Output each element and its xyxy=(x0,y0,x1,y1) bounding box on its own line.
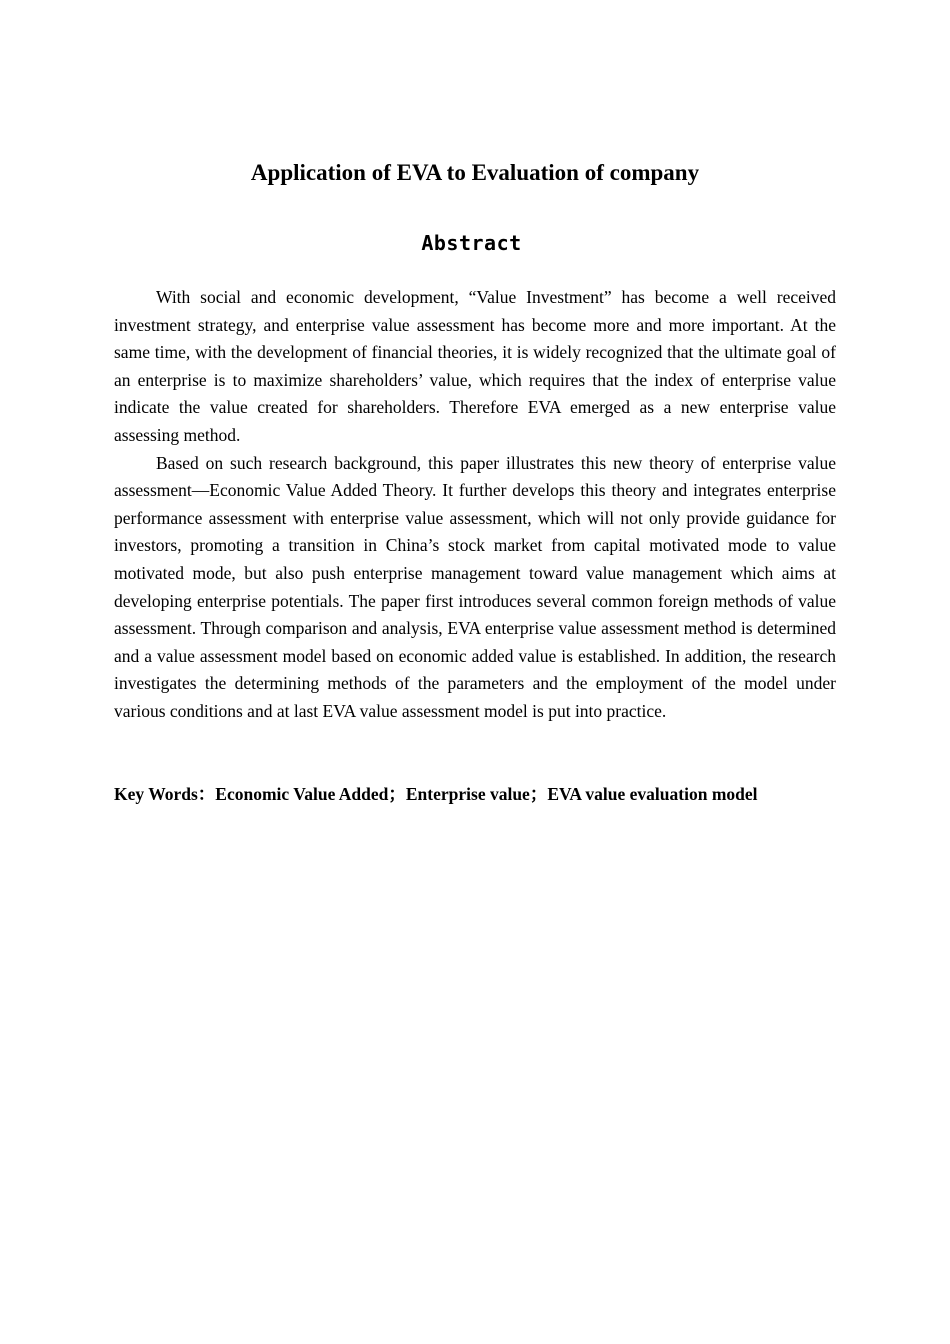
paper-title: Application of EVA to Evaluation of company xyxy=(250,160,700,185)
abstract-heading: Abstract xyxy=(421,231,522,255)
abstract-paragraph: With social and economic development, “Value Investment” has become a well received investment strategy, and enterprise value assessment has become more and more important. At the same time, with the development of financial theories, it is widely recognized that the ultimate goal of an enterprise is to maximize shareholders’ value, which requires that the index of enterprise value indicate the value created for shareholders. Therefore EVA emerged as a new enterprise value assessing method. xyxy=(114,287,836,445)
keywords-line: Key Words：Economic Value Added；Enterprise value；EVA value evaluation model xyxy=(114,784,758,804)
abstract-paragraph: Based on such research background, this paper illustrates this new theory of enterprise value assessment—Economic Value Added Theory. It further develops this theory and integrates enterprise performance assessment with enterprise value assessment, which will not only provide guidance for investors, promoting a transition in China’s stock market from capital motivated mode to value motivated mode, but also push enterprise management toward value management which aims at developing enterprise potentials. The paper first introduces several common foreign methods of value assessment. Through comparison and analysis, EVA enterprise value assessment method is determined and a value assessment model based on economic added value is established. In addition, the research investigates the determining methods of the parameters and the employment of the model under various conditions and at last EVA value assessment model is put into practice. xyxy=(114,452,836,721)
abstract-body xyxy=(114,284,836,726)
